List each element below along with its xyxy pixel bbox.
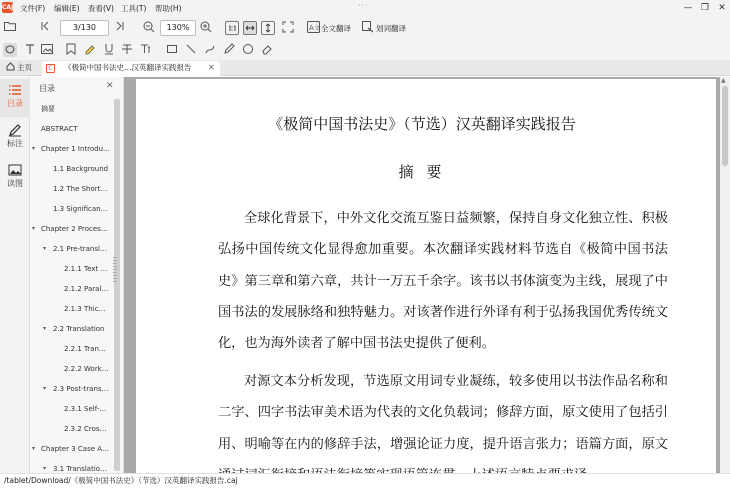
left-rail bbox=[0, 77, 30, 473]
app-logo: CAJ bbox=[2, 4, 14, 11]
toc-close-icon[interactable]: ✕ bbox=[106, 81, 114, 91]
menu-edit[interactable]: 编辑(E) bbox=[54, 4, 80, 13]
actual-size-icon[interactable] bbox=[225, 21, 239, 35]
eraser-icon[interactable] bbox=[260, 43, 274, 57]
toc-item[interactable]: 2.3.1 Self-… bbox=[64, 405, 107, 413]
home-icon bbox=[6, 62, 15, 71]
image-select-icon[interactable] bbox=[40, 43, 54, 57]
text-box-icon[interactable] bbox=[139, 43, 153, 57]
chevron-down-icon[interactable]: ▾ bbox=[32, 225, 36, 232]
document-scrollbar[interactable] bbox=[720, 77, 730, 473]
abstract-paragraph: 对源文本分析发现，节选原文用词专业凝练，较多使用以书法作品名称和二字、四字书法审美术语为代表的文化负载词；修辞方面，原文使用了包括引用、明喻等在内的修辞手法，增强论证力度，提升语言张力；语篇方面，原文 bbox=[218, 374, 668, 452]
tab-document[interactable] bbox=[42, 61, 220, 76]
bookmark-icon[interactable] bbox=[64, 43, 78, 57]
first-page-icon[interactable] bbox=[38, 21, 52, 35]
annotation-toolbar bbox=[0, 40, 730, 60]
toc-item[interactable]: 2.1.3 Thic… bbox=[64, 305, 106, 313]
minimize-button[interactable]: — bbox=[683, 3, 693, 13]
document-viewport bbox=[124, 77, 720, 473]
status-bar bbox=[0, 473, 730, 487]
last-page-icon[interactable] bbox=[113, 21, 127, 35]
svg-text:文: 文 bbox=[313, 25, 320, 32]
file-path: /tablet/Download/《极简中国书法史》（节选）汉英翻译实践报告.caj bbox=[4, 476, 238, 485]
menu-file[interactable]: 文件(F) bbox=[20, 4, 46, 13]
rail-annotate-label: 标注 bbox=[7, 139, 23, 148]
strikethrough-icon[interactable] bbox=[120, 43, 134, 57]
fit-page-icon[interactable] bbox=[261, 21, 275, 35]
abstract-heading: 摘 要 bbox=[398, 163, 446, 181]
menu-tools[interactable]: 工具(T) bbox=[121, 4, 147, 13]
rail-annotate-button[interactable] bbox=[0, 119, 30, 157]
rail-toc-label: 目录 bbox=[7, 99, 23, 108]
maximize-button[interactable]: ❐ bbox=[700, 3, 710, 13]
toc-item[interactable]: 1.2 The Short… bbox=[53, 185, 108, 193]
toc-item[interactable]: 2.3.2 Cros… bbox=[64, 425, 107, 433]
word-translate-button[interactable]: 划词翻译 bbox=[376, 24, 406, 33]
rail-reading-label: 读图 bbox=[7, 179, 23, 188]
toc-item[interactable]: ABSTRACT bbox=[41, 125, 78, 133]
zoom-in-icon[interactable] bbox=[199, 21, 213, 35]
svg-text:A: A bbox=[308, 24, 314, 32]
toc-panel bbox=[30, 77, 124, 473]
line-icon[interactable] bbox=[184, 43, 198, 57]
title-drag-handle[interactable]: ··· bbox=[358, 1, 369, 10]
toc-item[interactable]: 摘要 bbox=[41, 105, 55, 113]
annotate-pen-icon bbox=[8, 123, 22, 137]
full-translate-icon[interactable] bbox=[306, 21, 320, 35]
circle-icon[interactable] bbox=[241, 43, 255, 57]
toc-item[interactable]: 2.2 Translation bbox=[53, 325, 105, 333]
toc-scrollbar[interactable] bbox=[114, 99, 120, 471]
toc-item[interactable]: Chapter 2 Proces… bbox=[41, 225, 108, 233]
toc-item[interactable]: Chapter 3 Case A… bbox=[41, 445, 110, 453]
chevron-down-icon[interactable]: ▾ bbox=[43, 465, 47, 472]
toc-item[interactable]: 2.3 Post-trans… bbox=[53, 385, 109, 393]
fit-width-icon[interactable] bbox=[243, 21, 257, 35]
rectangle-icon[interactable] bbox=[165, 43, 179, 57]
chevron-down-icon[interactable]: ▾ bbox=[32, 445, 36, 452]
pen-icon[interactable] bbox=[222, 43, 236, 57]
tab-close-icon[interactable]: ✕ bbox=[208, 63, 215, 72]
panel-resize-handle[interactable] bbox=[113, 257, 117, 283]
chevron-down-icon[interactable]: ▾ bbox=[43, 385, 47, 392]
rail-toc-button[interactable] bbox=[0, 79, 30, 117]
scroll-up-icon[interactable]: ▲ bbox=[721, 77, 726, 84]
toc-item[interactable]: 3.1 Translatio… bbox=[53, 465, 108, 473]
rail-reading-button[interactable] bbox=[0, 159, 30, 197]
zoom-input[interactable]: 130% bbox=[160, 20, 196, 36]
underline-icon[interactable] bbox=[102, 43, 116, 57]
tab-document-label: 《极简中国书法史…汉英翻译实践报告 bbox=[64, 63, 192, 72]
toc-scrollbar-thumb[interactable] bbox=[114, 99, 120, 471]
toc-item[interactable]: 2.1.2 Paral… bbox=[64, 285, 109, 293]
zoom-out-icon[interactable] bbox=[142, 21, 156, 35]
highlighter-icon[interactable] bbox=[83, 43, 97, 57]
title-bar bbox=[0, 0, 730, 16]
list-icon bbox=[8, 83, 22, 97]
fullscreen-icon[interactable] bbox=[281, 21, 295, 35]
text-select-icon[interactable] bbox=[23, 43, 37, 57]
toc-item[interactable]: 2.2.2 Work… bbox=[64, 365, 109, 373]
word-translate-icon[interactable] bbox=[361, 21, 375, 35]
toc-item[interactable]: 2.1.1 Text … bbox=[64, 265, 108, 273]
chevron-down-icon[interactable]: ▾ bbox=[43, 325, 47, 332]
document-title: 《极简中国书法史》（节选）汉英翻译实践报告 bbox=[268, 115, 576, 133]
chevron-down-icon[interactable]: ▾ bbox=[32, 145, 36, 152]
toc-header bbox=[30, 77, 124, 97]
tab-home[interactable] bbox=[2, 61, 36, 75]
toc-title: 目录 bbox=[39, 84, 55, 93]
abstract-paragraph: 全球化背景下，中外文化交流互鉴日益频繁，保持自身文化独立性、积极弘扬中国传统文化显得愈加重要。本次翻译实践材料节选自《极简中国书法史》第三章和第六章，共计一万五千余字。该书以书体演变为主线，展现了中国书法的发展脉络和独特魅力。对该著作进行外译有利于弘扬我国优秀传统文化，也为海外读者了解中国书法史提供了便利。 bbox=[218, 211, 668, 352]
page-number-input[interactable]: 3/130 bbox=[60, 20, 109, 36]
select-hand-icon[interactable] bbox=[3, 43, 17, 57]
tab-home-label: 主页 bbox=[17, 63, 32, 72]
toc-item[interactable]: 1.1 Background bbox=[53, 165, 109, 173]
toc-item[interactable]: 2.2.1 Tran… bbox=[64, 345, 106, 353]
document-scrollbar-thumb[interactable] bbox=[722, 86, 728, 166]
caj-file-icon: C bbox=[46, 64, 55, 73]
toc-item[interactable]: Chapter 1 Introdu… bbox=[41, 145, 111, 153]
close-window-button[interactable]: ✕ bbox=[718, 3, 726, 13]
toc-item[interactable]: 1.3 Significan… bbox=[53, 205, 108, 213]
tab-bar bbox=[0, 60, 730, 76]
curve-icon[interactable] bbox=[203, 43, 217, 57]
open-folder-icon[interactable] bbox=[3, 21, 17, 35]
menu-help[interactable]: 帮助(H) bbox=[155, 4, 182, 13]
document-page bbox=[136, 79, 716, 499]
chevron-down-icon[interactable]: ▾ bbox=[43, 245, 47, 252]
main-toolbar bbox=[0, 16, 730, 40]
menu-view[interactable]: 查看(V) bbox=[88, 4, 114, 13]
picture-icon bbox=[8, 163, 22, 177]
full-translate-button[interactable]: 全文翻译 bbox=[321, 24, 351, 33]
toc-item[interactable]: 2.1 Pre-transl… bbox=[53, 245, 107, 253]
